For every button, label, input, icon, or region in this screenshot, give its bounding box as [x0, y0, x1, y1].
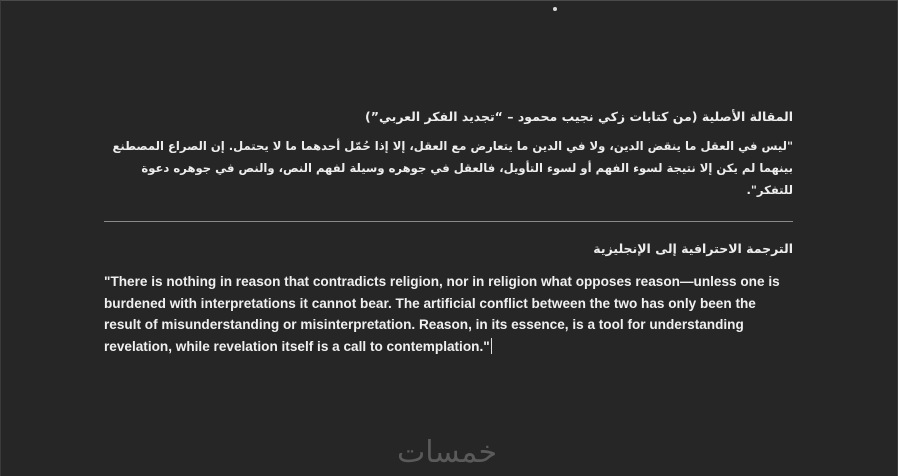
english-translation-text[interactable]	[104, 271, 793, 357]
document-body[interactable]	[104, 103, 793, 357]
mouse-pointer-dot	[553, 7, 557, 11]
original-arabic-quote: "ليس في العقل ما ينقض الدين، ولا في الدين ما يتعارض مع العقل، إلا إذا حُمّل أحدهما ما لا يحتمل. إن الصراع المصطنع بينهما لم يكن إلا نتيجة لسوء الفهم أو لسوء التأويل، فالعقل في جوهره وسيلة لفهم النص، والنص في جوهره دعوة للتفكر".	[112, 139, 793, 197]
text-caret	[491, 338, 492, 354]
translation-heading: الترجمة الاحترافية إلى الإنجليزية	[593, 241, 793, 256]
khamsat-watermark: خمسات	[397, 435, 498, 470]
english-translation-content: "There is nothing in reason that contradicts religion, nor in religion what opposes reason—unless one is burdened with interpretations it cannot bear. The artificial conflict between the two has only been the result of misunderstanding or misinterpretation. Reason, in its essence, is a tool for understanding revelation, while revelation itself is a call to contemplation."	[104, 274, 780, 354]
section-divider	[104, 221, 793, 222]
original-article-heading: المقالة الأصلية (من كتابات زكي نجيب محمود – “تجديد الفكر العربي”)	[365, 109, 793, 124]
